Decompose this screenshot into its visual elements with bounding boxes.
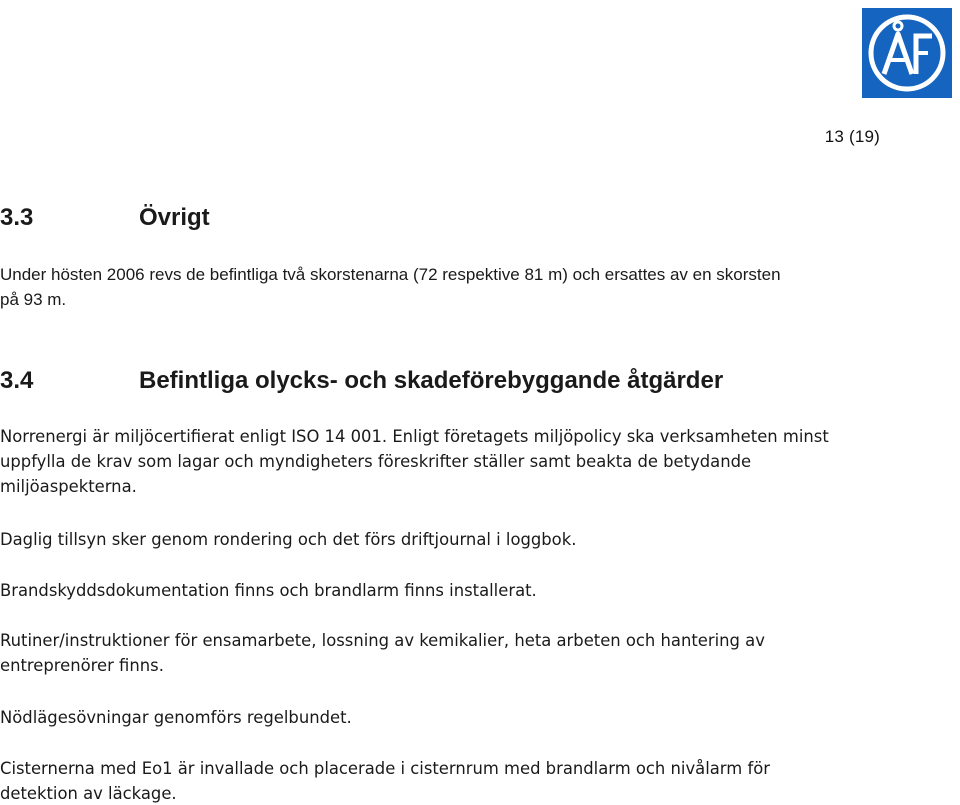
- section-number: 3.3: [0, 204, 34, 231]
- section-paragraph: Rutiner/instruktioner för ensamarbete, lossning av kemikalier, heta arbeten och hantering av entreprenörer finns.: [0, 631, 765, 675]
- section-paragraph: Daglig tillsyn sker genom rondering och det förs driftjournal i loggbok.: [0, 530, 577, 549]
- company-logo-icon: [862, 8, 952, 98]
- section-heading-3-3: [0, 204, 210, 232]
- section-number: 3.4: [0, 367, 34, 394]
- section-heading-3-4: [0, 367, 723, 395]
- section-paragraph: Under hösten 2006 revs de befintliga två skorstenarna (72 respektive 81 m) och ersattes av en skorsten på 93 m.: [0, 265, 781, 309]
- section-paragraph: Brandskyddsdokumentation finns och brandlarm finns installerat.: [0, 581, 537, 600]
- page-number: 13 (19): [824, 127, 880, 146]
- section-paragraph: Norrenergi är miljöcertifierat enligt ISO 14 001. Enligt företagets miljöpolicy ska verksamheten minst uppfylla de krav som lagar och myndigheters föreskrifter ställer samt beakta de betydande miljöaspekterna.: [0, 427, 829, 496]
- section-title: Befintliga olycks- och skadeförebyggande åtgärder: [139, 367, 724, 394]
- section-paragraph: Cisternerna med Eo1 är invallade och placerade i cisternrum med brandlarm och nivålarm för detektion av läckage.: [0, 759, 770, 803]
- section-paragraph: Nödlägesövningar genomförs regelbundet.: [0, 708, 352, 727]
- section-title: Övrigt: [139, 204, 210, 231]
